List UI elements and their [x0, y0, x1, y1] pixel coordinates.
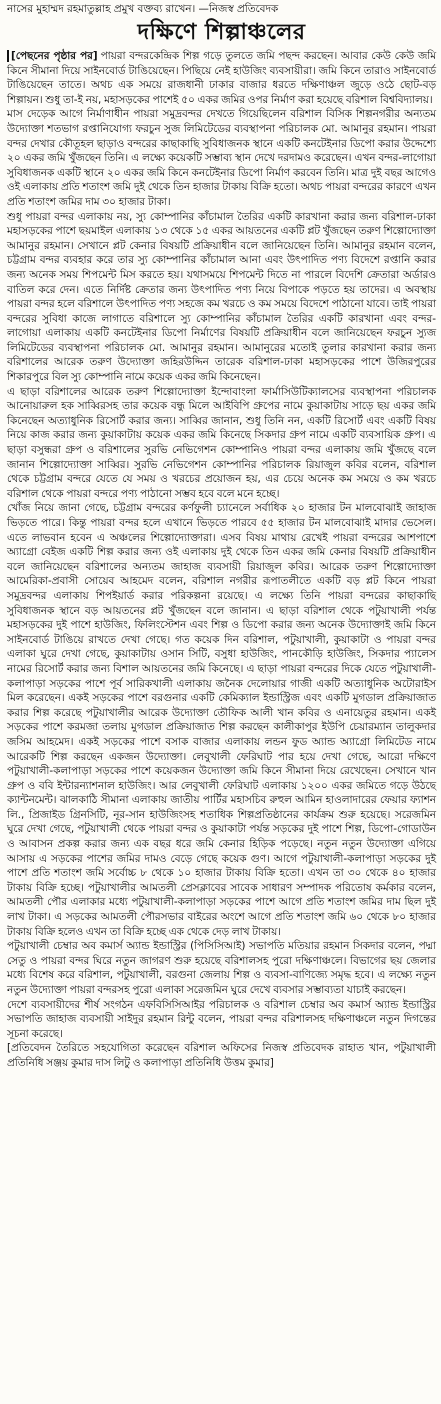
article-paragraph: এ ছাড়া বরিশালের আরেক তরুণ শিল্পোদ্যোক্তা ইন্দোবাংলা ফার্মাসিউটিক্যালসের ব্যবস্থাপনা পরিচালক আনোয়ারুল হক সাব্বিরসহ তার কয়েক বন্ধু মিলে আইবিপি গ্রুপের নামে কুয়াকাটায় সাড়ে ছয় একর জমি কিনেছেন অত্যাধুনিক রিসোর্ট করার জন্য। সাব্বির জানান, শুধু তিনি নন, একটি রিসোর্ট এবং একটি বিষয় নিয়ে কাজ করার জন্য কুয়াকাটায় কয়েক একর জমি কিনেছে সিকদার গ্রুপ নামে একটি ব্যবসায়িক গ্রুপ। এ ছাড়া বসুন্ধরা গ্রুপ ও বরিশালের সুরভি নেভিগেশন কোম্পানিও পায়রা বন্দর এলাকায় জমি খুঁজছে বলে জানান শিল্পোদ্যোক্তা সাব্বির। সুরভি নেভিগেশন কোম্পানির পরিচালক রিয়াজুল কবির বলেন, বরিশাল থেকে চট্টগ্রাম বন্দরে যেতে যে সময় ও খরচের প্রয়োজন হয়, এর চেয়ে অনেক কম সময়ে ও কম খরচে বরিশাল থেকে পায়রা বন্দরে পণ্য পাঠানো সম্ভব হবে বলে মনে হচ্ছে। — [7, 385, 436, 500]
continuation-marker: [পেছনের পৃষ্ঠার পর] — [7, 50, 98, 62]
article-paragraph: মাস দেড়েক আগে নির্মাণাধীন পায়রা সমুদ্রবন্দর দেখতে গিয়েছিলেন বরিশাল বিসিক শিল্পনগরীর অন্যতম উদ্যোক্তা শতভাগ রপ্তানিযোগ্য ফরচুন সুজ লিমিটেডের ব্যবস্থাপনা পরিচালক মো. আমানুর রহমান। পায়রা বন্দর দেখার কৌতূহল ছাড়াও বন্দরের কাছাকাছি সুবিধাজনক স্থানে একটি কনটেইনার ডিপো করার উদ্দেশ্যে ২০ একর জমি খুঁজছেন তিনি। এ লক্ষ্যে কয়েকটি সম্ভাব্য স্থান দেখে দরদামও করেছেন। এখন বন্দর-লাগোয়া সুবিধাজনক একটি স্থানে ২০ একর জমি কিনে কনটেইনার ডিপো নির্মাণ করবেন তিনি। মাত্র দুই বছর আগেও ওই এলাকায় প্রতি শতাংশ জমি দুই থেকে তিন হাজার টাকায় বিক্রি হতো। অথচ পায়রা বন্দরের কারণে এখন প্রতি শতাংশ জমির দাম ৩০ হাজার টাকা। — [7, 108, 436, 208]
article-headline: দক্ষিণে শিল্পাঞ্চলের — [137, 19, 306, 45]
article-paragraph: পটুয়াখালী চেম্বার অব কমার্স অ্যান্ড ইন্ডাস্ট্রির (পিসিসিআই) সভাপতি মতিয়ার রহমান সিকদার বলেন, পদ্মা সেতু ও পায়রা বন্দর ঘিরে নতুন জাগরণ শুরু হয়েছে বরিশালসহ পুরো দক্ষিণাঞ্চলে। বিভাগের ছয় জেলার মধ্যে বিশেষ করে বরিশাল, পটুয়াখালী, বরগুনা জেলায় শিল্প ও ব্যবসা-বাণিজ্যে সমৃদ্ধ হবে। এ লক্ষ্যে নতুন নতুন উদ্যোক্তা পায়রা বন্দরসহ পুরো এলাকা সরেজমিন ঘুরে দেখে ব্যবসার সম্ভাব্যতা যাচাই করছেন। — [7, 940, 436, 996]
paragraph-text: পায়রা বন্দরকেন্দ্রিক শিল্প গড়ে তুলতে জমি পছন্দ করছেন। আবার কেউ কেউ জমি কিনে সীমানা দিয়ে সাইনবোর্ড টাঙিয়েছেন। পিছিয়ে নেই হাউজিং ব্যবসায়ীরা। জমি কিনে তারাও সাইনবোর্ড টাঙিয়েছেন তাতে। অথচ এক সময়ে রাজধানী ঢাকার বাজার ধরতে দক্ষিণাঞ্চল জুড়ে ওঠে ছোট-বড় শিল্পায়ন। শুধু তা-ই নয়, মহাসড়কের পাশেই ৫০ একর জমির ওপর নির্মাণ করা হয়েছে বরিশাল বিশ্ববিদ্যালয়। — [7, 50, 436, 106]
article-body — [7, 49, 436, 1071]
contributors-note: [প্রতিবেদন তৈরিতে সহযোগিতা করেছেন বরিশাল অফিসের নিজস্ব প্রতিবেদক রাহাত খান, পটুয়াখালী প্রতিনিধি সঞ্জয় কুমার দাস লিটু ও কলাপাড়া প্রতিনিধি উত্তম কুমার] — [7, 1042, 436, 1069]
article-paragraph: খোঁজ নিয়ে জানা গেছে, চট্টগ্রাম বন্দরের কর্ণফুলী চ্যানেলে সর্বাধিক ২০ হাজার টন মালবোঝাই জাহাজ ভিড়তে পারে। কিন্তু পায়রা বন্দর হলে এখানে ভিড়তে পারবে ৫৫ হাজার টন মালবোঝাই মাদার ভেসেল। এতে লাভবান হবেন এ অঞ্চলের শিল্পোদ্যোক্তারা। এসব বিষয় মাথায় রেখেই পায়রা বন্দরের আশপাশে অ্যাগ্রো বেইজ একটি শিল্প করার জন্য ওই এলাকায় দুই থেকে তিন একর জমি কেনার বিষয়টি প্রক্রিয়াধীন বলে জানিয়েছেন বরিশালের অন্যতম জাহাজ ব্যবসায়ী রিয়াজুল কবির। আরেক তরুণ শিল্পোদ্যোক্তা আমেরিকা-প্রবাসী সোয়েব আহমেদ বলেন, বরিশাল নগরীর রূপাতলীতে একটি বড় প্লট কিনে পায়রা সমুদ্রবন্দর এলাকায় শিপইয়ার্ড করার পরিকল্পনা রয়েছে। এ লক্ষ্যে তিনি পায়রা বন্দরের কাছাকাছি সুবিধাজনক স্থানে বড় আয়তনের প্লট খুঁজছেন বলে জানান। এ ছাড়া বরিশাল থেকে পটুয়াখালী পর্যন্ত মহাসড়কের দুই পাশে হাউজিং, ফিলিংস্টেশন এবং শিল্প ও ডিপো করার জন্য অনেক উদ্যোক্তাই জমি কিনে সাইনবোর্ড টাঙিয়ে রাখতে দেখা গেছে। গত কয়েক দিন বরিশাল, পটুয়াখালী, কুয়াকাটা ও পায়রা বন্দর এলাকা ঘুরে দেখা গেছে, কুয়াকাটায় ওসান সিটি, বসুধা হাউজিং, পানকৌড়ি হাউজিং, সিকদার প্যালেস নামের রিসোর্ট করার জন্য বিশাল আয়তনের জমি কিনেছে। এ ছাড়া পায়রা বন্দরের দিকে যেতে পটুয়াখালী-কলাপাড়া সড়কের পাশে পূর্ব সারিকখালী এলাকায় জনৈক দেলোয়ার গাজী একটি অত্যাধুনিক অটোরাইস মিল করেছেন। একই সড়কের পাশে বরগুনার একটি কেমিক্যাল ইন্ডাস্ট্রিজ এবং একটি মুগডাল প্রক্রিয়াজাত করার শিল্প করেছে পটুয়াখালীর আরেক উদ্যোক্তা তৌফিক আলী খান কবির ও এনায়েতুর রহমান। একই সড়কের পাশে করমজা তলায় মুগডাল প্রক্রিয়াজাত শিল্প করছেন কালীকাপুর ইউপি চেয়ারম্যান তালুকদার জসিম আহমেদ। একই সড়কের পাশে বসাক বাজার এলাকায় লন্ডন ফুড অ্যান্ড অ্যাগ্রো লিমিটেড নামে আরেকটি শিল্প করছেন একজন উদ্যোক্তা। লেবুখালী ফেরিঘাট পার হয়ে দেখা গেছে, আরো দক্ষিণে পটুয়াখালী-কলাপাড়া সড়কের পাশে কয়েকজন উদ্যোক্তা জমি কিনে সীমানা দিয়ে রেখেছেন। সেখানে খান গ্রুপ ও ববি ইন্টারন্যাশনাল হাউজিং। আর লেবুখালী ফেরিঘাট এলাকায় ১২০০ একর জমিতে গড়ে উঠছে ক্যান্টনমেন্ট। ঝালকাঠি সীমানা এলাকায় জাতীয় পার্টির মহাসচিব রুহুল আমিন হাওলাদারের ফেয়ার ফ্যাশন লি., প্রিজাইড গ্রিনসিটি, নূর-সান হাউজিংসহ শতাধিক শিল্পপ্রতিষ্ঠানের কার্যক্রম শুরু হয়েছে। সরেজমিন ঘুরে দেখা গেছে, পটুয়াখালী থেকে পায়রা বন্দর ও কুয়াকাটা পর্যন্ত সড়কের দুই পাশে শিল্প, ডিপো-গোডাউন ও আবাসন প্রকল্প করার জন্য এক বছর ধরে জমি কেনার হিড়িক পড়েছে। নতুন নতুন উদ্যোক্তা এগিয়ে আসায় এ সড়কের পাশের জমির দামও বেড়ে গেছে কয়েক গুণ। আগে পটুয়াখালী-কলাপাড়া সড়কের দুই পাশে প্রতি শতাংশ জমি সর্বোচ্চ ৮ থেকে ১০ হাজার টাকায় বিক্রি হতো। এখন তা ৩০ থেকে ৪০ হাজার টাকায় বিক্রি হচ্ছে। পটুয়াখালীর আমতলী প্রেসক্লাবের সাবেক সাধারণ সম্পাদক পরিতোষ কর্মকার বলেন, আমতলী পৌর এলাকার মধ্যে পটুয়াখালী-কলাপাড়া সড়কের পাশে আগে প্রতি শতাংশ জমির দাম ছিল দুই লাখ টাকা। এ সড়কের আমতলী পৌরসভার বাইরের অংশে আগে প্রতি শতাংশ জমি ৬০ থেকে ৮০ হাজার টাকায় বিক্রি হলেও এখন তা বিক্রি হচ্ছে এক থেকে দেড় লাখ টাকায়। — [7, 502, 436, 938]
article-paragraph: শুধু পায়রা বন্দর এলাকায় নয়, স্যু কোম্পানির কাঁচামাল তৈরির একটি কারখানা করার জন্য বরিশাল-ঢাকা মহাসড়কের পাশে ছয়মাইল এলাকায় ১৩ থেকে ১৫ একর আয়তনের একটি প্লট খুঁজছেন তরুণ শিল্পোদ্যোক্তা আমানুর রহমান। সেখানে প্লট কেনার বিষয়টি প্রক্রিয়াধীন বলে জানিয়েছেন তিনি। আমানুর রহমান বলেন, চট্টগ্রাম বন্দর ব্যবহার করে তার স্যু কোম্পানির কাঁচামাল আনা এবং উৎপাদিত পণ্য বিদেশে রপ্তানি করার জন্য অনেক সময় শিপমেন্ট মিস করতে হয়। যথাসময়ে শিপমেন্ট দিতে না পারলে বিদেশি ক্রেতারা অর্ডারও বাতিল করে দেন। এতে নির্দিষ্ট ক্রেতার জন্য উৎপাদিত পণ্য নিয়ে বিপাকে পড়তে হয় তাদের। এ অবস্থায় পায়রা বন্দর হলে বরিশালে উৎপাদিত পণ্য সহজে কম খরচে ও কম সময়ে বিদেশে পাঠানো যাবে। তাই পায়রা বন্দরের সুবিধা কাজে লাগাতে বরিশালে স্যু কোম্পানির কাঁচামাল তৈরির একটি কারখানা এবং বন্দর-লাগোয়া এলাকায় একটি কনটেইনার ডিপো নির্মাণের বিষয়টি প্রক্রিয়াধীন বলে জানিয়েছেন ফরচুন স্যুজ লিমিটেডের ব্যবস্থাপনা পরিচালক মো. আমানুর রহমান। আমানুরের মতোই তুলার কারখানা করার জন্য বরিশালের আরেক তরুণ উদ্যোক্তা জহিরউদ্দিন তারেক বরিশাল-ঢাকা মহাসড়কের পাশে উজিরপুরের শিকারপুরে বিল স্যু কোম্পানি নামে কয়েক একর জমি কিনেছেন। — [7, 210, 436, 384]
article-paragraph: দেশে ব্যবসায়ীদের শীর্ষ সংগঠন এফবিসিসিআইর পরিচালক ও বরিশাল চেম্বার অব কমার্স অ্যান্ড ইন্ডাস্ট্রির সভাপতি জাহাজ ব্যবসায়ী সাইদুর রহমান রিন্টু বলেন, পায়রা বন্দর বরিশালসহ দক্ষিণাঞ্চলে নতুন দিগন্তের সূচনা করেছে। — [7, 998, 436, 1040]
article-paragraph — [7, 49, 436, 107]
previous-article-tail: নাসের মুহাম্মদ রহমাতুল্লাহ প্রমুখ বক্তব্য রাখেন। —নিজস্ব প্রতিবেদক — [7, 3, 279, 15]
